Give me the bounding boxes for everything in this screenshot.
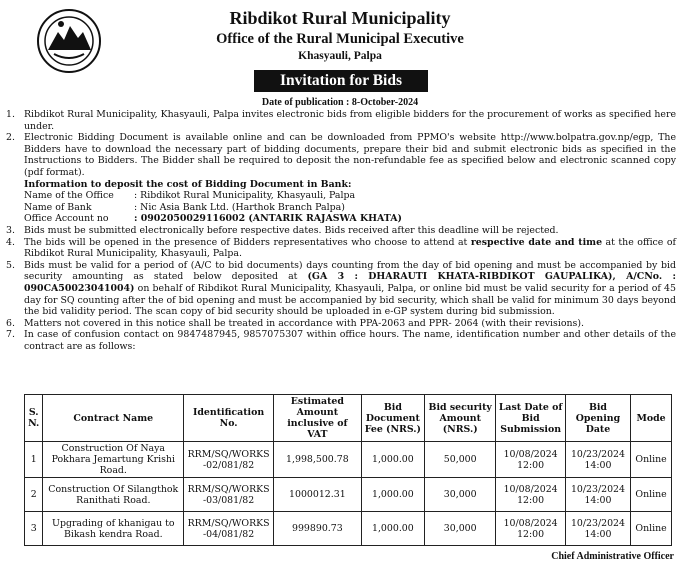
list-item: 6. Matters not covered in this notice shall be treated in accordance with PPA-2063 and PPR- 2064 (with their revisions). — [6, 317, 584, 329]
table-row: 2 Construction Of Silangthok Ranithati Road. RRM/SQ/WORKS -03/081/82 1000012.31 1,000.00 30,000 10/08/2024 12:00 10/23/2024 14:00 Online — [25, 478, 672, 512]
column-header: Contract Name — [43, 395, 184, 442]
municipality-emblem-icon — [36, 8, 102, 74]
column-header: Bid security Amount (NRS.) — [425, 395, 496, 442]
list-item: 1. Ribdikot Rural Municipality, Khasyauli, Palpa invites electronic bids from eligible bidders for the procurement of works as specified here under. — [6, 109, 676, 132]
deposit-row: Name of the Office : Ribdikot Rural Municipality, Khasyauli, Palpa — [24, 190, 356, 202]
column-header: Last Date of Bid Submission — [496, 395, 565, 442]
table-row: 3 Upgrading of khanigau to Bikash kendra Road. RRM/SQ/WORKS -04/081/82 999890.73 1,000.00 30,000 10/08/2024 12:00 10/23/2024 14:00 Online — [25, 512, 672, 546]
list-item: 7. In case of confusion contact on 9847487945, 9857075307 within office hours. The name, identification number and other details of the contract are as follows: — [6, 329, 676, 352]
office-title: Office of the Rural Municipal Executive — [216, 31, 464, 47]
list-item: 5. Bids must be valid for a period of (A/C to bid documents) days counting from the day of bid opening and must be accompanied by bid security amounting as stated below deposited at (GA 3 : DHARAUTI KHATA-RIBDIKOT GAUPALIKA), A/CNo. : 090CA50023041004) on behalf of Ribdikot Rural Municipality, Khasyauli, Palpa, or online bid must be valid security for a period of 45 day for SQ counting after the of bid opening and must be accompanied by bid security, which shall be valid for minimum 30 days beyond the bid validity period. The scan copy of bid security should be uploaded in e-GP system during bid submission. — [6, 259, 676, 318]
signatory: Chief Administrative Officer — [551, 551, 674, 562]
publication-date: Date of publication : 8-October-2024 — [261, 97, 419, 108]
municipality-title: Ribdikot Rural Municipality — [229, 8, 451, 28]
column-header: S. N. — [25, 395, 43, 442]
column-header: Estimated Amount inclusive of VAT — [273, 395, 361, 442]
list-item: 3. Bids must be submitted electronically before respective dates. Bids received after this deadline will be rejected. — [6, 224, 559, 236]
list-item: 4. The bids will be opened in the presence of Bidders representatives who choose to attend at respective date and time at the office of Ribdikot Rural Municipality, Khasyauli, Palpa. — [6, 236, 676, 260]
contracts-table — [24, 394, 672, 546]
invitation-banner: Invitation for Bids — [254, 70, 428, 92]
deposit-row: Name of Bank : Nic Asia Bank Ltd. (Harthok Branch Palpa) — [24, 201, 345, 213]
deposit-heading: Information to deposit the cost of Bidding Document in Bank: — [24, 178, 352, 190]
table-row: 1 Construction Of Naya Pokhara Jemartung Krishi Road. RRM/SQ/WORKS -02/081/82 1,998,500.78 1,000.00 50,000 10/08/2024 12:00 10/23/2024 14:00 Online — [25, 442, 672, 478]
location: Khasyauli, Palpa — [298, 50, 382, 62]
column-header: Identification No. — [184, 395, 274, 442]
column-header: Mode — [631, 395, 672, 442]
table-header-row — [25, 395, 672, 442]
list-item: 2. Electronic Bidding Document is available online and can be downloaded from PPMO's website http://www.bolpatra.gov.np/egp, The Bidders have to download the necessary part of bidding documents, prepare their bid and submit electronic bids as specified in the Instructions to Bidders. The Bidder shall be required to deposit the non-refundable fee as specified below and electronic scanned copy (pdf format). — [6, 132, 676, 178]
deposit-row: Office Account no : 0902050029116002 (ANTARIK RAJASWA KHATA) — [24, 213, 402, 225]
column-header: Bid Opening Date — [565, 395, 630, 442]
column-header: Bid Document Fee (NRS.) — [361, 395, 424, 442]
notice-body — [6, 109, 676, 352]
